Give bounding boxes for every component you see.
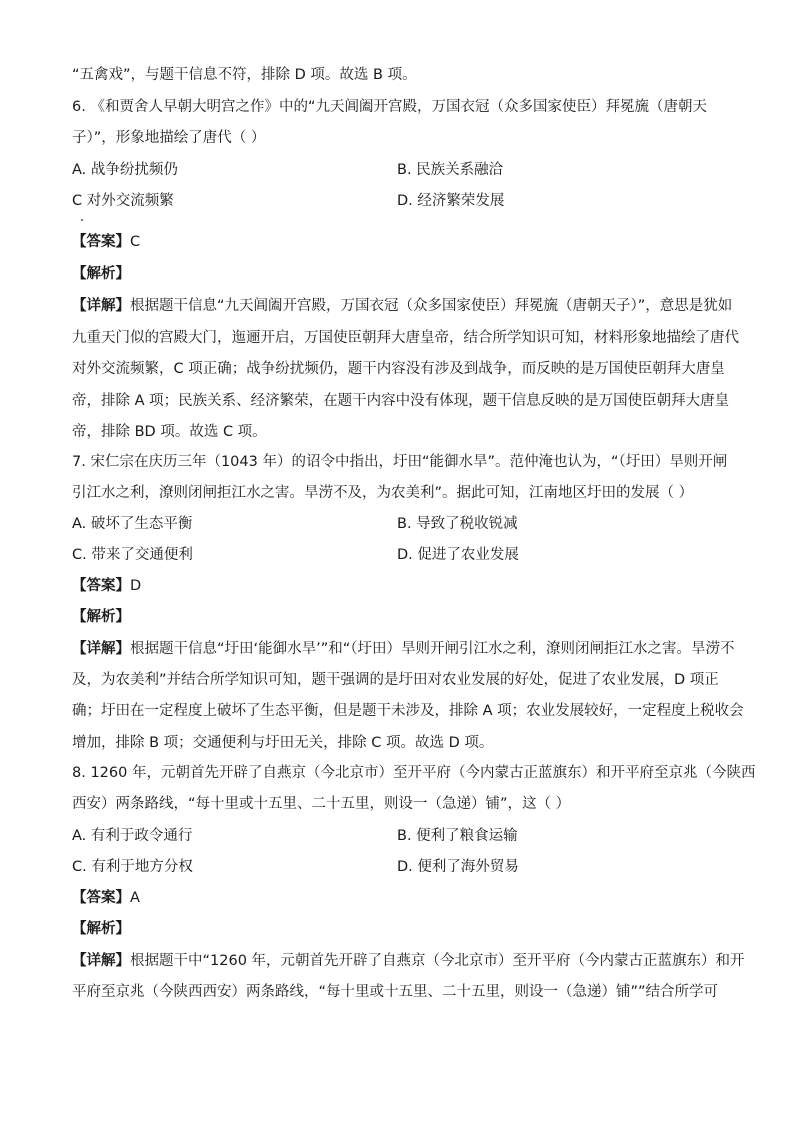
detail-label: 【详解】: [72, 298, 130, 314]
q6-option-d: D. 经济繁荣发展: [397, 193, 505, 209]
detail-label: 【详解】: [72, 953, 130, 969]
q6-stem-line-2: 子）”，形象地描绘了唐代（ ）: [72, 130, 266, 146]
q6-detail-line-5: 帝，排除 BD 项。故选 C 项。: [72, 424, 267, 440]
q7-option-a: A. 破坏了生态平衡: [72, 516, 193, 532]
q7-option-d: D. 促进了农业发展: [397, 547, 519, 563]
q6-analysis-label: 【解析】: [72, 266, 130, 282]
q8-option-d: D. 便利了海外贸易: [397, 859, 519, 875]
q6-detail-line-4: 帝，排除 A 项；民族关系、经济繁荣，在题干内容中没有体现，题干信息反映的是万国使臣朝拜大唐皇: [72, 393, 730, 409]
q8-option-a: A. 有利于政令通行: [72, 828, 193, 844]
q7-detail-line-3: 确；圩田在一定程度上破坏了生态平衡，但是题干未涉及，排除 A 项；农业发展较好，一定程度上税收会: [72, 703, 744, 719]
q7-stem-line-1: 7. 宋仁宗在庆历三年（1043 年）的诏令中指出，圩田“能御水旱”。范仲淹也认为，“（圩田）旱则开闸: [72, 454, 728, 470]
answer-label: 【答案】: [72, 890, 130, 906]
q6-answer: [72, 232, 732, 252]
detail-text: 根据题干信息“九天阊阖开宫殿，万国衣冠（众多国家使臣）拜冕旒（唐朝天子）”，意思是犹如: [130, 298, 733, 314]
q6-stem-line-1: 6. 《和贾舍人早朝大明宫之作》中的“九天阊阖开宫殿，万国衣冠（众多国家使臣）拜冕旒（唐朝天: [72, 99, 707, 115]
q6-option-c: C 对外交流频繁: [72, 193, 174, 209]
q7-stem-line-2: 引江水之利，潦则闭闸拒江水之害。旱涝不及，为农美利”。据此可知，江南地区圩田的发展（ ）: [72, 485, 694, 501]
q7-detail-line-4: 增加，排除 B 项；交通便利与圩田无关，排除 C 项。故选 D 项。: [72, 735, 494, 751]
q7-detail-line-2: 及，为农美利”并结合所学知识可知，题干强调的是圩田对农业发展的好处，促进了农业发展，D 项正: [72, 672, 719, 688]
q8-stem-line-2: 西安）两条路线，“每十里或十五里、二十五里，则设一（急递）铺”，这（ ）: [72, 796, 571, 812]
q8-stem-line-1: 8. 1260 年，元朝首先开辟了自燕京（今北京市）至开平府（今内蒙古正蓝旗东）和开平府至京兆（今陕西: [72, 765, 756, 781]
q6-detail-line-1: [72, 296, 732, 316]
q6-option-b: B. 民族关系融洽: [397, 162, 504, 178]
scan-speck: [81, 219, 83, 221]
q7-option-b: B. 导致了税收锐减: [397, 516, 518, 532]
answer-value: C: [130, 234, 141, 250]
q8-option-b: B. 便利了粮食运输: [397, 828, 518, 844]
answer-value: A: [130, 890, 140, 906]
q8-option-c: C. 有利于地方分权: [72, 859, 193, 875]
answer-value: D: [130, 578, 142, 594]
q8-analysis-label: 【解析】: [72, 921, 130, 937]
detail-text: 根据题干信息“圩田‘能御水旱’”和“（圩田）旱则开闸引江水之利，潦则闭闸拒江水之害。旱涝不: [130, 641, 735, 657]
answer-label: 【答案】: [72, 578, 130, 594]
q6-detail-line-3: 对外交流频繁，C 项正确；战争纷扰频仍，题干内容没有涉及到战争，而反映的是万国使臣朝拜大唐皇: [72, 361, 725, 377]
detail-text: 根据题干中“1260 年，元朝首先开辟了自燕京（今北京市）至开平府（今内蒙古正蓝旗东）和开: [130, 953, 745, 969]
q7-detail-line-1: [72, 639, 735, 659]
q8-answer: [72, 888, 732, 908]
detail-label: 【详解】: [72, 641, 130, 657]
q5-conclusion: “五禽戏”，与题干信息不符，排除 D 项。故选 B 项。: [72, 67, 417, 83]
q7-option-c: C. 带来了交通便利: [72, 547, 193, 563]
q6-detail-line-2: 九重天门似的宫殿大门，迤逦开启，万国使臣朝拜大唐皇帝，结合所学知识可知，材料形象地描绘了唐代: [72, 330, 739, 346]
q8-detail-line-1: [72, 951, 745, 971]
q8-detail-line-2: 平府至京兆（今陕西西安）两条路线，“每十里或十五里、二十五里，则设一（急递）铺””结合所学可: [72, 984, 719, 1000]
answer-label: 【答案】: [72, 234, 130, 250]
q7-answer: [72, 576, 732, 596]
q6-option-a: A. 战争纷扰频仍: [72, 162, 178, 178]
q7-analysis-label: 【解析】: [72, 609, 130, 625]
